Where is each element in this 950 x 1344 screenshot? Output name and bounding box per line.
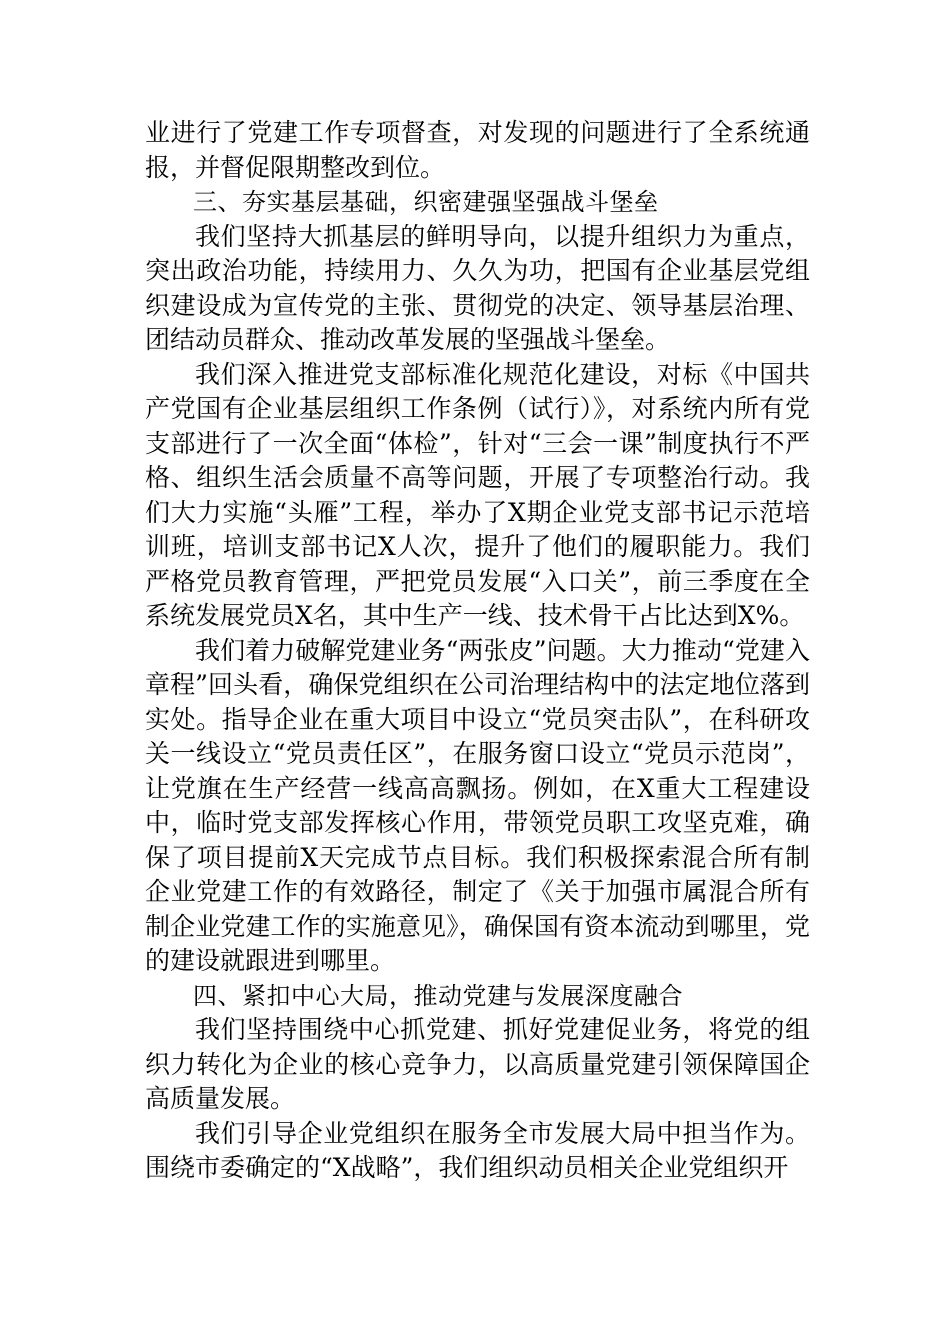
paragraph: 我们深入推进党支部标准化规范化建设，对标《中国共产党国有企业基层组织工作条例（试行）》，对系统内所有党支部进行了一次全面“体检”，针对“三会一课”制度执行不严格、组织生活会质量不高等问题，开展了专项整治行动。我们大力实施“头雁”工程，举办了X期企业党支部书记示范培训班，培训支部书记X人次，提升了他们的履职能力。我们严格党员教育管理，严把党员发展“入口关”，前三季度在全系统发展党员X名，其中生产一线、技术骨干占比达到X%。	[145, 359, 810, 630]
paragraph: 我们坚持围绕中心抓党建、抓好党建促业务，将党的组织力转化为企业的核心竞争力，以高质量党建引领保障国企高质量发展。	[145, 1015, 810, 1113]
document-page	[145, 116, 810, 1186]
paragraph: 我们引导企业党组织在服务全市发展大局中担当作为。围绕市委确定的“X战略”，我们组织动员相关企业党组织开	[145, 1118, 810, 1182]
section-heading-3: 三、夯实基层基础，织密建强坚强战斗堡垒	[193, 188, 659, 216]
paragraph: 我们着力破解党建业务“两张皮”问题。大力推动“党建入章程”回头看，确保党组织在公司治理结构中的法定地位落到实处。指导企业在重大项目中设立“党员突击队”，在科研攻关一线设立“党员责任区”，在服务窗口设立“党员示范岗”，让党旗在生产经营一线高高飘扬。例如，在X重大工程建设中，临时党支部发挥核心作用，带领党员职工攻坚克难，确保了项目提前X天完成节点目标。我们积极探索混合所有制企业党建工作的有效路径，制定了《关于加强市属混合所有制企业党建工作的实施意见》，确保国有资本流动到哪里，党的建设就跟进到哪里。	[145, 635, 810, 975]
paragraph: 我们坚持大抓基层的鲜明导向，以提升组织力为重点，突出政治功能，持续用力、久久为功，把国有企业基层党组织建设成为宣传党的主张、贯彻党的决定、领导基层治理、团结动员群众、推动改革发展的坚强战斗堡垒。	[145, 221, 810, 354]
paragraph-continuation: 业进行了党建工作专项督查，对发现的问题进行了全系统通报，并督促限期整改到位。	[145, 118, 810, 182]
section-heading-4: 四、紧扣中心大局，推动党建与发展深度融合	[193, 981, 683, 1010]
